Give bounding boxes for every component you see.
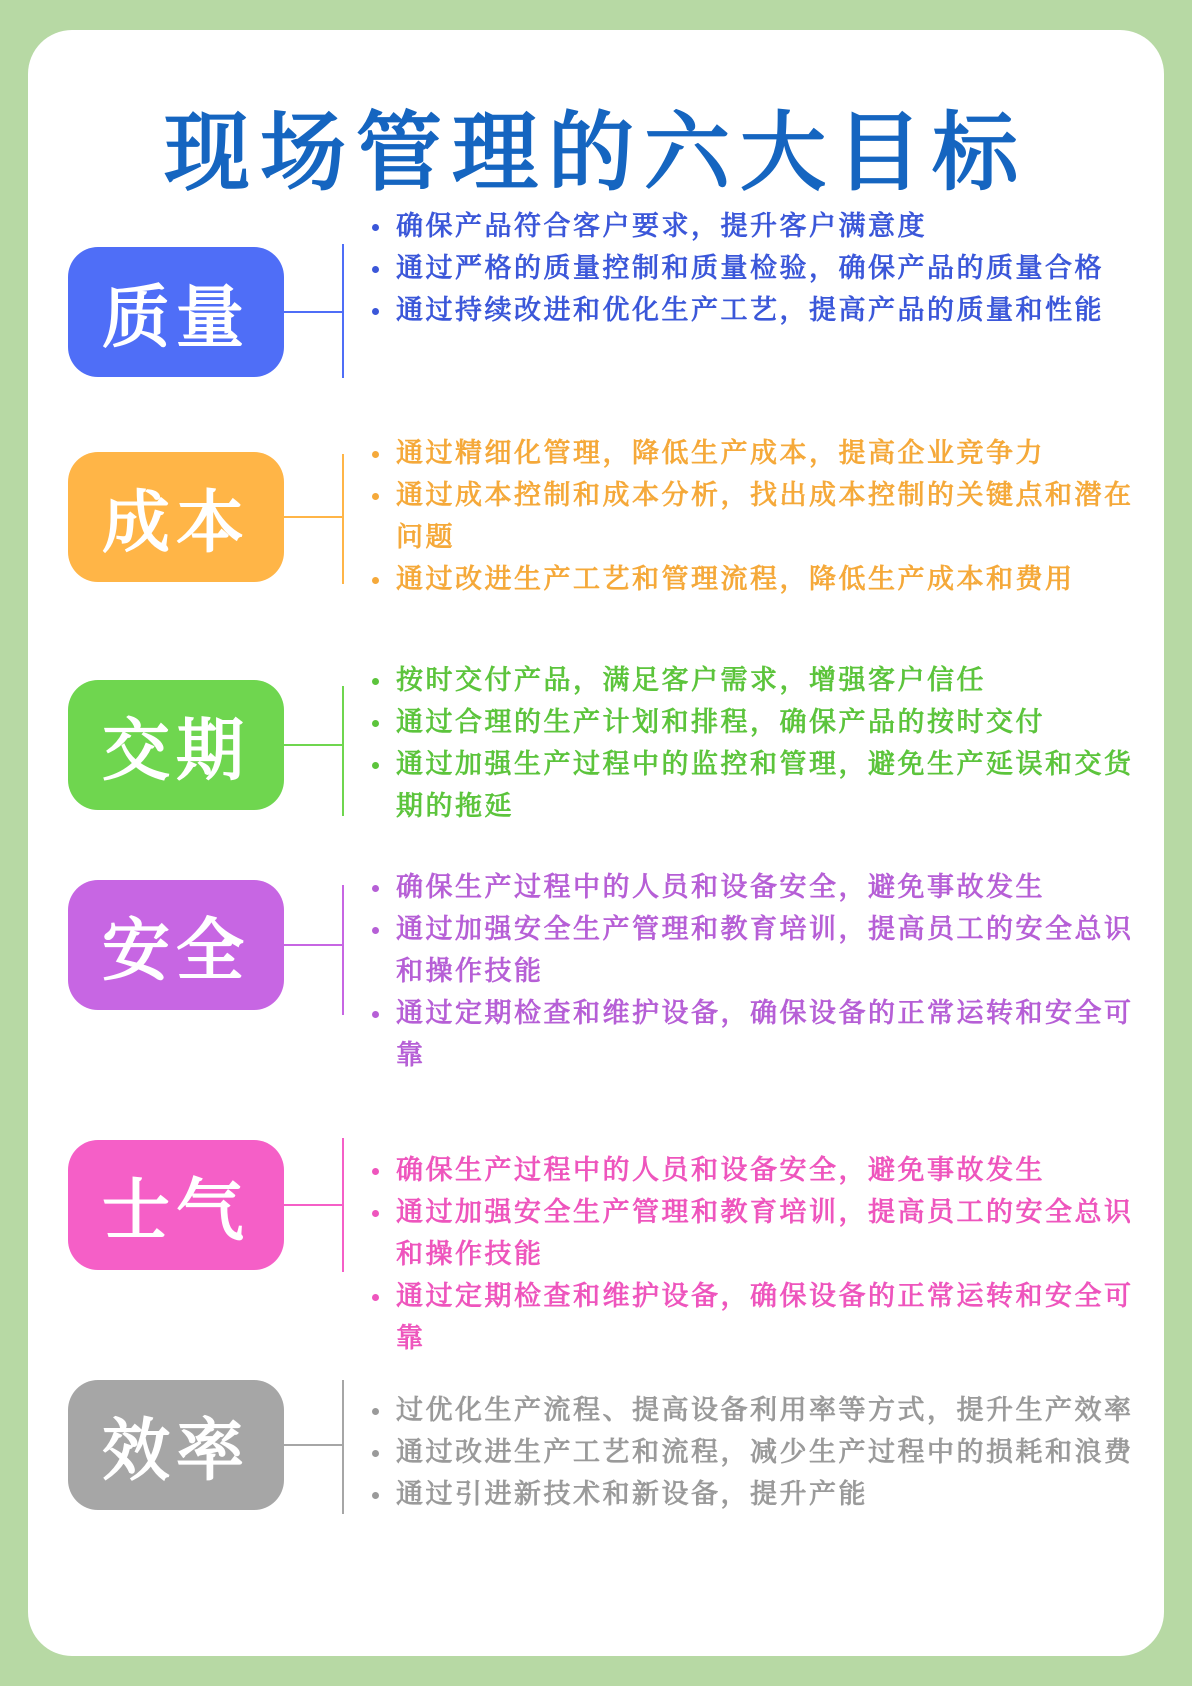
list-item: 通过加强生产过程中的监控和管理，避免生产延误和交货期的拖延 <box>370 744 1155 828</box>
list-item: 确保产品符合客户要求，提升客户满意度 <box>370 206 1155 248</box>
connector-bracket <box>342 244 344 378</box>
list-item: 确保生产过程中的人员和设备安全，避免事故发生 <box>370 867 1155 909</box>
badge-cost: 成本 <box>68 452 284 582</box>
connector-bracket <box>342 454 344 584</box>
item-list-delivery <box>370 660 1155 828</box>
list-item: 通过成本控制和成本分析，找出成本控制的关键点和潜在问题 <box>370 475 1155 559</box>
connector-bracket <box>342 1380 344 1514</box>
connector-bracket <box>342 686 344 816</box>
connector-line <box>284 1444 342 1446</box>
connector-line <box>284 1204 342 1206</box>
item-list-safety <box>370 867 1155 1077</box>
list-item: 过优化生产流程、提高设备利用率等方式，提升生产效率 <box>370 1390 1155 1432</box>
item-list-quality <box>370 206 1155 332</box>
badge-safety: 安全 <box>68 880 284 1010</box>
list-item: 确保生产过程中的人员和设备安全，避免事故发生 <box>370 1150 1155 1192</box>
list-item: 通过加强安全生产管理和教育培训，提高员工的安全总识和操作技能 <box>370 909 1155 993</box>
item-list-morale <box>370 1150 1155 1360</box>
list-item: 通过定期检查和维护设备，确保设备的正常运转和安全可靠 <box>370 1276 1155 1360</box>
badge-efficiency: 效率 <box>68 1380 284 1510</box>
connector-line <box>284 516 342 518</box>
list-item: 通过引进新技术和新设备，提升产能 <box>370 1474 1155 1516</box>
list-item: 按时交付产品，满足客户需求，增强客户信任 <box>370 660 1155 702</box>
list-item: 通过合理的生产计划和排程，确保产品的按时交付 <box>370 702 1155 744</box>
connector-bracket <box>342 885 344 1015</box>
connector-line <box>284 311 342 313</box>
list-item: 通过改进生产工艺和流程，减少生产过程中的损耗和浪费 <box>370 1432 1155 1474</box>
item-list-cost <box>370 433 1155 601</box>
list-item: 通过严格的质量控制和质量检验，确保产品的质量合格 <box>370 248 1155 290</box>
connector-bracket <box>342 1138 344 1272</box>
item-list-efficiency <box>370 1390 1155 1516</box>
badge-delivery: 交期 <box>68 680 284 810</box>
page-title: 现场管理的六大目标 <box>164 102 1028 203</box>
badge-quality: 质量 <box>68 247 284 377</box>
connector-line <box>284 944 342 946</box>
list-item: 通过改进生产工艺和管理流程，降低生产成本和费用 <box>370 559 1155 601</box>
connector-line <box>284 744 342 746</box>
list-item: 通过定期检查和维护设备，确保设备的正常运转和安全可靠 <box>370 993 1155 1077</box>
list-item: 通过加强安全生产管理和教育培训，提高员工的安全总识和操作技能 <box>370 1192 1155 1276</box>
list-item: 通过持续改进和优化生产工艺，提高产品的质量和性能 <box>370 290 1155 332</box>
list-item: 通过精细化管理，降低生产成本，提高企业竞争力 <box>370 433 1155 475</box>
badge-morale: 士气 <box>68 1140 284 1270</box>
